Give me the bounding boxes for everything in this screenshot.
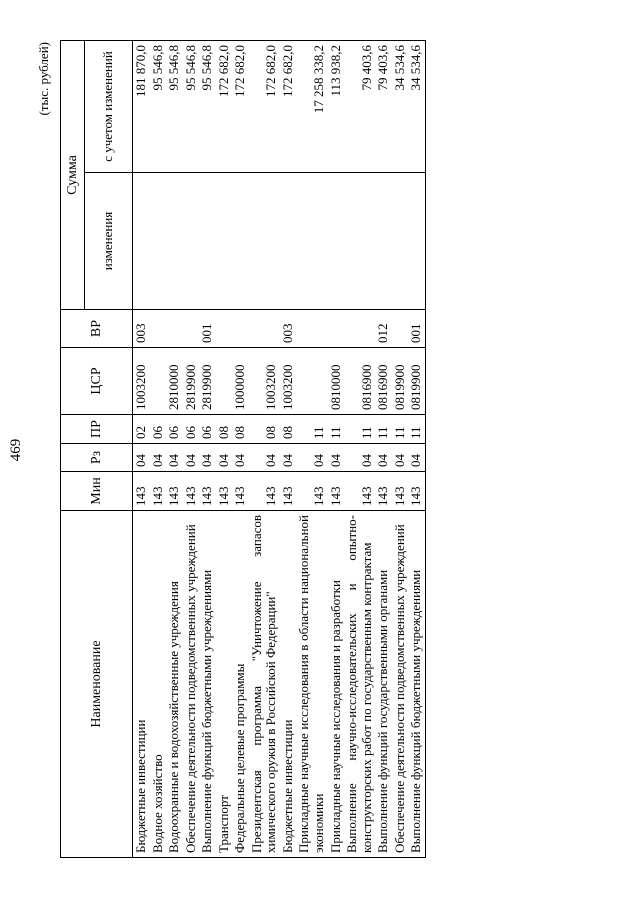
table-row [133,41,150,858]
row-csr [216,348,233,415]
row-vr [249,310,280,348]
row-pr: 08 [249,415,280,444]
header-with-changes: с учетом изменений [85,41,133,173]
row-name: Выполнение функций государственными органами [375,511,392,858]
row-vr [392,310,409,348]
row-csr: 0816900 [375,348,392,415]
row-rz: 04 [408,444,425,472]
row-pr: 11 [344,415,375,444]
row-name: Транспорт [216,511,233,858]
row-with-changes: 113 938,2 [328,41,345,173]
row-changes [183,173,200,310]
row-min: 143 [392,472,409,511]
row-with-changes: 172 682,0 [232,41,249,173]
row-changes [280,173,297,310]
row-changes [216,173,233,310]
row-rz: 04 [249,444,280,472]
row-with-changes: 181 870,0 [133,41,150,173]
row-rz: 04 [133,444,150,472]
header-pr: ПР [61,415,133,444]
row-changes [328,173,345,310]
row-min: 143 [216,472,233,511]
row-vr [150,310,167,348]
row-csr: 2810000 [166,348,183,415]
row-name: Федеральные целевые программы [232,511,249,858]
row-with-changes: 172 682,0 [280,41,297,173]
row-with-changes: 79 403,6 [375,41,392,173]
row-with-changes: 34 534,6 [392,41,409,173]
row-pr: 08 [216,415,233,444]
row-rz: 04 [232,444,249,472]
row-name: Выполнение научно-исследовательских и опытно-конструкторских работ по государственным контрактам [344,511,375,858]
table-header [61,41,133,858]
row-pr: 11 [296,415,327,444]
row-changes [296,173,327,310]
row-name: Водоохранные и водохозяйственные учреждения [166,511,183,858]
row-changes [150,173,167,310]
header-sum: Сумма [61,41,85,310]
row-with-changes: 95 546,8 [199,41,216,173]
row-with-changes: 34 534,6 [408,41,425,173]
row-pr: 06 [166,415,183,444]
row-changes [408,173,425,310]
row-vr: 003 [133,310,150,348]
row-csr: 1003200 [280,348,297,415]
table-row [150,41,167,858]
row-name: Прикладные научные исследования и разработки [328,511,345,858]
row-csr: 1000000 [232,348,249,415]
row-vr [344,310,375,348]
table-row [216,41,233,858]
row-pr: 08 [232,415,249,444]
row-csr: 1003200 [249,348,280,415]
row-rz: 04 [199,444,216,472]
row-changes [133,173,150,310]
row-rz: 04 [344,444,375,472]
row-changes [344,173,375,310]
row-changes [249,173,280,310]
row-changes [166,173,183,310]
row-csr: 2819900 [183,348,200,415]
row-name: Прикладные научные исследования в области национальной экономики [296,511,327,858]
budget-table [60,40,426,858]
row-pr: 11 [408,415,425,444]
table-row [280,41,297,858]
row-name: Выполнение функций бюджетными учреждениями [408,511,425,858]
table-row [408,41,425,858]
row-with-changes: 95 546,8 [150,41,167,173]
row-min: 143 [133,472,150,511]
row-vr: 001 [199,310,216,348]
row-csr: 0819900 [392,348,409,415]
row-rz: 04 [392,444,409,472]
row-name: Бюджетные инвестиции [280,511,297,858]
header-csr: ЦСР [61,348,133,415]
row-name: Обеспечение деятельности подведомственных учреждений [183,511,200,858]
row-with-changes: 79 403,6 [344,41,375,173]
row-pr: 06 [199,415,216,444]
table-row [166,41,183,858]
row-csr: 0816900 [344,348,375,415]
row-rz: 04 [296,444,327,472]
row-min: 143 [166,472,183,511]
table-row [344,41,375,858]
row-pr: 11 [392,415,409,444]
row-min: 143 [249,472,280,511]
row-vr: 012 [375,310,392,348]
header-changes: изменения [85,173,133,310]
row-with-changes: 95 546,8 [166,41,183,173]
header-rz: Рз [61,444,133,472]
row-pr: 11 [375,415,392,444]
row-csr: 0810000 [328,348,345,415]
table-row [249,41,280,858]
row-min: 143 [280,472,297,511]
header-vr: ВР [61,310,133,348]
table-body [133,41,426,858]
row-pr: 06 [150,415,167,444]
row-csr [150,348,167,415]
row-name: Водное хозяйство [150,511,167,858]
row-rz: 04 [183,444,200,472]
row-min: 143 [199,472,216,511]
row-csr: 0819900 [408,348,425,415]
row-pr: 11 [328,415,345,444]
row-min: 143 [150,472,167,511]
row-with-changes: 172 682,0 [249,41,280,173]
row-vr: 003 [280,310,297,348]
row-pr: 02 [133,415,150,444]
row-with-changes: 17 258 338,2 [296,41,327,173]
row-pr: 08 [280,415,297,444]
row-rz: 04 [166,444,183,472]
row-with-changes: 95 546,8 [183,41,200,173]
row-pr: 06 [183,415,200,444]
row-rz: 04 [328,444,345,472]
row-vr [232,310,249,348]
table-row [328,41,345,858]
header-min: Мин [61,472,133,511]
row-rz: 04 [150,444,167,472]
row-rz: 04 [375,444,392,472]
row-vr [183,310,200,348]
row-rz: 04 [216,444,233,472]
row-vr [216,310,233,348]
table-row [392,41,409,858]
row-changes [232,173,249,310]
row-min: 143 [232,472,249,511]
row-name: Президентская программа "Уничтожение запасов химического оружия в Российской Федерации" [249,511,280,858]
row-with-changes: 172 682,0 [216,41,233,173]
row-name: Бюджетные инвестиции [133,511,150,858]
row-min: 143 [183,472,200,511]
row-changes [375,173,392,310]
row-changes [392,173,409,310]
row-csr [296,348,327,415]
row-vr [166,310,183,348]
row-min: 143 [375,472,392,511]
row-vr: 001 [408,310,425,348]
table-row [199,41,216,858]
row-min: 143 [408,472,425,511]
page-number: 469 [8,438,24,462]
table-row [375,41,392,858]
row-name: Обеспечение деятельности подведомственных учреждений [392,511,409,858]
row-csr: 2819900 [199,348,216,415]
row-changes [199,173,216,310]
table-row [232,41,249,858]
header-name: Наименование [61,511,133,858]
row-min: 143 [328,472,345,511]
row-vr [328,310,345,348]
table-row [183,41,200,858]
row-rz: 04 [280,444,297,472]
row-min: 143 [296,472,327,511]
units-label: (тыс. рублей) [36,42,51,116]
row-csr: 1003200 [133,348,150,415]
table-row [296,41,327,858]
row-vr [296,310,327,348]
row-name: Выполнение функций бюджетными учреждениями [199,511,216,858]
row-min: 143 [344,472,375,511]
